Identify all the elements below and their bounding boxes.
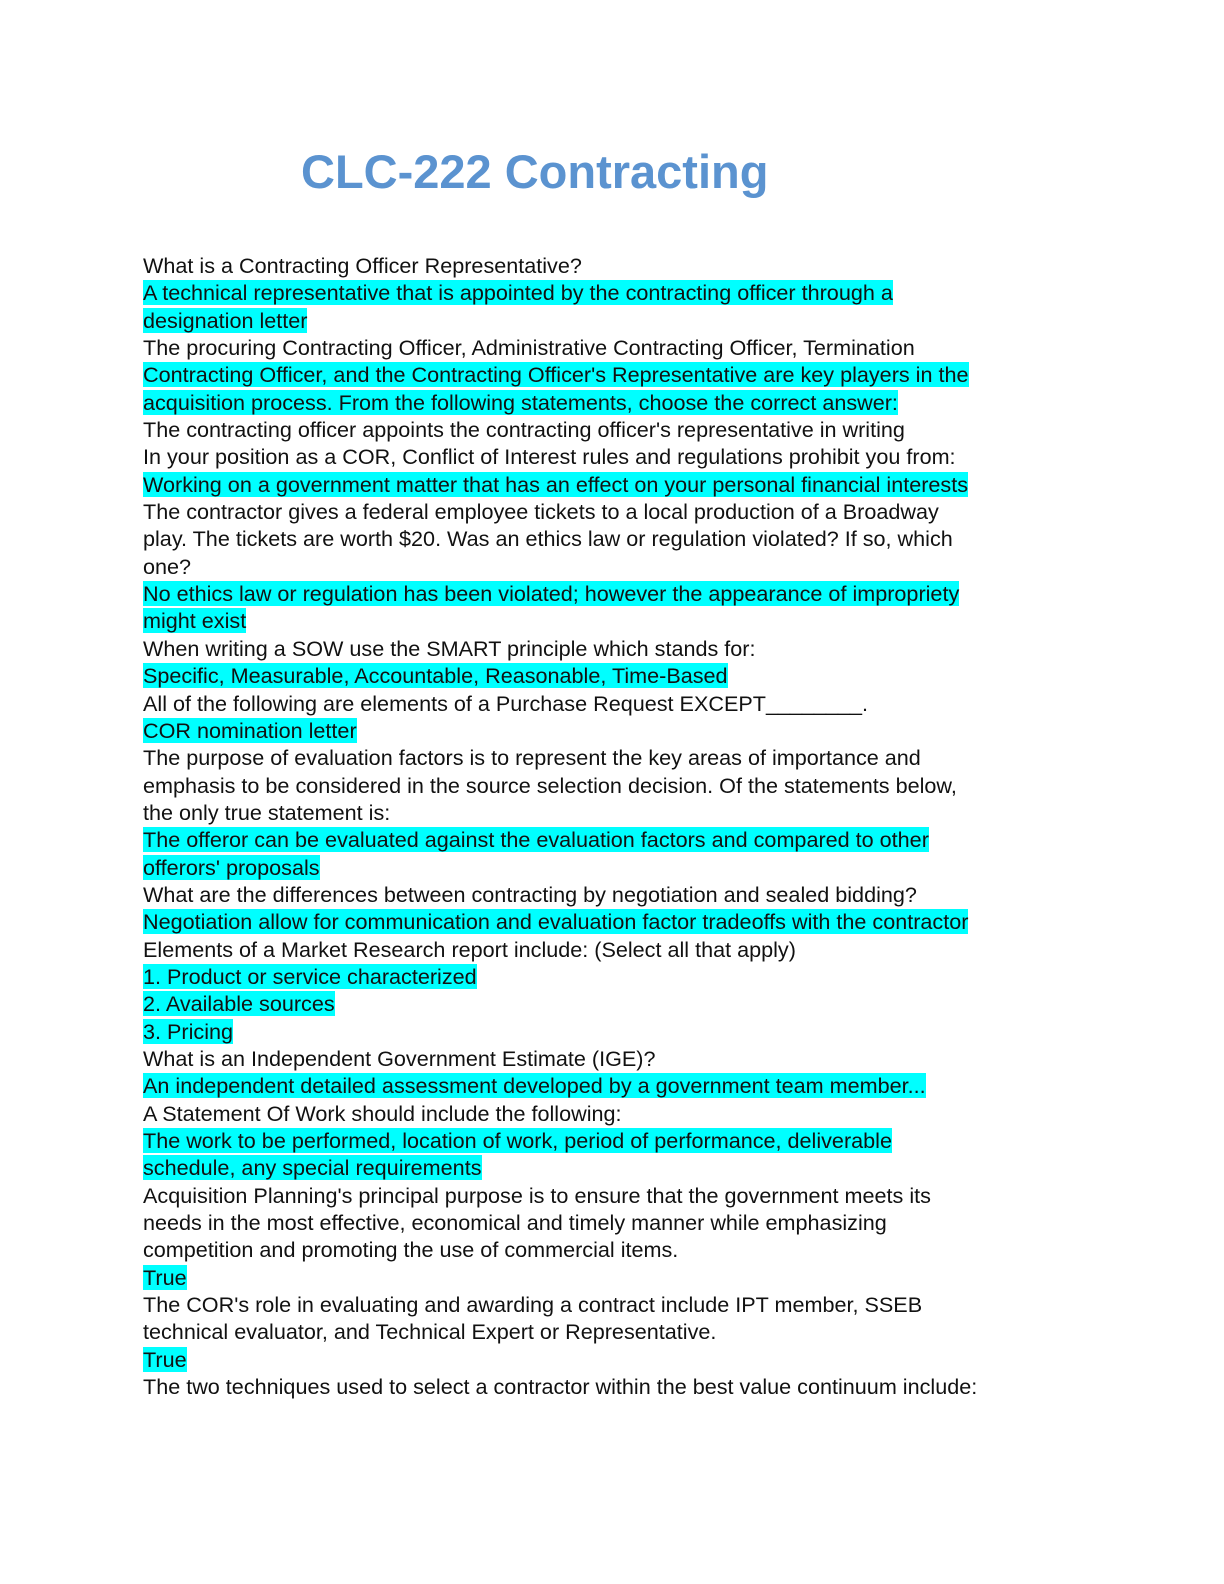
question-line	[143, 553, 1058, 580]
highlighted-text: 3. Pricing	[143, 1018, 234, 1044]
question-line	[143, 936, 1058, 963]
line-text: one?	[143, 553, 192, 579]
answer-line	[143, 1154, 1058, 1181]
line-text: The two techniques used to select a contractor within the best value continuum include:	[143, 1374, 978, 1400]
highlighted-text: 2. Available sources	[143, 991, 335, 1017]
highlighted-text: offerors' proposals	[143, 854, 320, 880]
line-text: What are the differences between contracting by negotiation and sealed bidding?	[143, 881, 917, 907]
line-text: Acquisition Planning's principal purpose is to ensure that the government meets its	[143, 1182, 931, 1208]
line-text: What is an Independent Government Estimate (IGE)?	[143, 1045, 656, 1071]
highlighted-text: An independent detailed assessment developed by a government team member...	[143, 1073, 926, 1099]
answer-line	[143, 826, 1058, 853]
highlighted-text: schedule, any special requirements	[143, 1155, 482, 1181]
highlighted-text: 1. Product or service characterized	[143, 963, 477, 989]
question-line	[143, 1236, 1058, 1263]
question-line	[143, 525, 1058, 552]
line-text: A Statement Of Work should include the following:	[143, 1100, 622, 1126]
answer-line	[143, 361, 1058, 388]
highlighted-text: The work to be performed, location of work, period of performance, deliverable	[143, 1128, 892, 1153]
line-text: The COR's role in evaluating and awarding a contract include IPT member, SSEB	[143, 1292, 923, 1318]
highlighted-text: True	[143, 1346, 187, 1372]
line-text: The procuring Contracting Officer, Administrative Contracting Officer, Termination	[143, 335, 915, 361]
answer-line	[143, 1346, 1058, 1373]
highlighted-text: acquisition process. From the following statements, choose the correct answer:	[143, 389, 898, 415]
answer-line	[143, 963, 1058, 990]
line-text: emphasis to be considered in the source selection decision. Of the statements below,	[143, 772, 957, 798]
answer-line	[143, 580, 1058, 607]
question-line	[143, 772, 1058, 799]
question-line	[143, 1100, 1058, 1127]
answer-line	[143, 854, 1058, 881]
answer-line	[143, 908, 1058, 935]
highlighted-text: COR nomination letter	[143, 717, 357, 743]
answer-line	[143, 717, 1058, 744]
line-text: technical evaluator, and Technical Expert or Representative.	[143, 1319, 717, 1345]
question-line	[143, 334, 1058, 361]
highlighted-text: The offeror can be evaluated against the evaluation factors and compared to other	[143, 827, 929, 853]
question-line	[143, 1182, 1058, 1209]
line-text: When writing a SOW use the SMART principle which stands for:	[143, 635, 756, 661]
answer-line	[143, 662, 1058, 689]
question-line	[143, 498, 1058, 525]
question-line	[143, 744, 1058, 771]
highlighted-text: No ethics law or regulation has been violated; however the appearance of impropriety	[143, 581, 960, 607]
answer-line	[143, 389, 1058, 416]
answer-line	[143, 1127, 1058, 1154]
line-text: the only true statement is:	[143, 799, 391, 825]
line-text: The purpose of evaluation factors is to represent the key areas of importance and	[143, 745, 921, 771]
line-text: The contracting officer appoints the contracting officer's representative in writing	[143, 417, 905, 443]
question-line	[143, 635, 1058, 662]
highlighted-text: True	[143, 1264, 187, 1290]
answer-line	[143, 307, 1058, 334]
question-line	[143, 252, 1058, 279]
document-body	[143, 252, 1058, 1400]
line-text: Elements of a Market Research report include: (Select all that apply)	[143, 936, 796, 962]
question-line	[143, 416, 1058, 443]
question-line	[143, 1209, 1058, 1236]
answer-line	[143, 1018, 1058, 1045]
line-text: The contractor gives a federal employee tickets to a local production of a Broadway	[143, 499, 939, 525]
answer-line	[143, 990, 1058, 1017]
line-text: needs in the most effective, economical and timely manner while emphasizing	[143, 1210, 887, 1236]
line-text: All of the following are elements of a Purchase Request EXCEPT________.	[143, 690, 869, 716]
answer-line	[143, 607, 1058, 634]
question-line	[143, 1373, 1058, 1400]
highlighted-text: Specific, Measurable, Accountable, Reasonable, Time-Based	[143, 663, 728, 689]
question-line	[143, 443, 1058, 470]
document-title: CLC-222 Contracting	[301, 145, 769, 198]
answer-line	[143, 1072, 1058, 1099]
question-line	[143, 1291, 1058, 1318]
line-text: What is a Contracting Officer Representative?	[143, 253, 582, 278]
highlighted-text: Negotiation allow for communication and evaluation factor tradeoffs with the contractor	[143, 909, 969, 935]
answer-line	[143, 471, 1058, 498]
highlighted-text: Working on a government matter that has an effect on your personal financial interests	[143, 471, 969, 497]
question-line	[143, 1318, 1058, 1345]
highlighted-text: Contracting Officer, and the Contracting Officer's Representative are key players in the	[143, 362, 969, 388]
line-text: competition and promoting the use of commercial items.	[143, 1237, 679, 1263]
question-line	[143, 881, 1058, 908]
highlighted-text: designation letter	[143, 307, 308, 333]
answer-line	[143, 279, 1058, 306]
line-text: In your position as a COR, Conflict of Interest rules and regulations prohibit you from:	[143, 444, 956, 470]
question-line	[143, 690, 1058, 717]
highlighted-text: A technical representative that is appointed by the contracting officer through a	[143, 280, 893, 306]
question-line	[143, 1045, 1058, 1072]
answer-line	[143, 1264, 1058, 1291]
line-text: play. The tickets are worth $20. Was an ethics law or regulation violated? If so, which	[143, 526, 953, 552]
highlighted-text: might exist	[143, 608, 247, 634]
question-line	[143, 799, 1058, 826]
